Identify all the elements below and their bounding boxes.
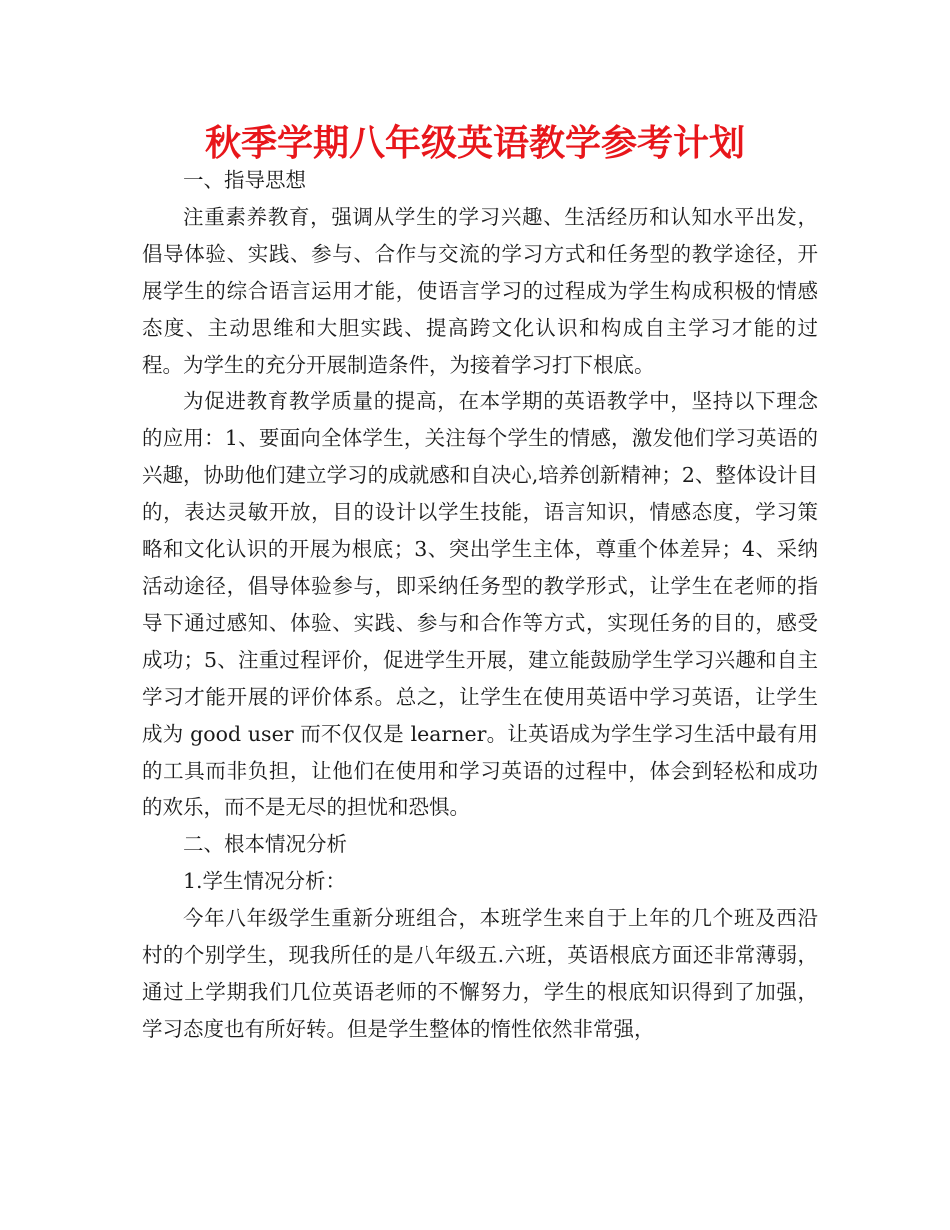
- section-heading-guiding-thought: 一、指导思想: [183, 168, 306, 192]
- section-heading-situation-analysis: 二、根本情况分析: [183, 832, 347, 857]
- document-body: [142, 162, 818, 1048]
- paragraph-student-analysis: 今年八年级学生重新分班组合，本班学生来自于上年的几个班及西沿村的个别学生，现我所任的是八年级五.六班，英语根底方面还非常薄弱，通过上学期我们几位英语老师的不懈努力，学生的根底知识得到了加强，学习态度也有所好转。但是学生整体的惰性依然非常强，: [142, 906, 818, 1041]
- paragraph-guiding-thought: 注重素养教育，强调从学生的学习兴趣、生活经历和认知水平出发，倡导体验、实践、参与、合作与交流的学习方式和任务型的教学途径，开展学生的综合语言运用才能，使语言学习的过程成为学生构成积极的情感态度、主动思维和大胆实践、提高跨文化认识和构成自主学习才能的过程。为学生的充分开展制造条件，为接着学习打下根底。: [142, 204, 818, 377]
- document-title: 秋季学期八年级英语教学参考计划: [204, 123, 745, 164]
- subsection-heading-student-analysis: 1.学生情况分析：: [183, 869, 347, 894]
- paragraph-teaching-principles: 为促进教育教学质量的提高，在本学期的英语教学中，坚持以下理念的应用：1、要面向全体学生，关注每个学生的情感，激发他们学习英语的兴趣，协助他们建立学习的成就感和自决心,培养创新精神；2、整体设计目的，表达灵敏开放，目的设计以学生技能，语言知识，情感态度，学习策略和文化认识的开展为根底；3、突出学生主体，尊重个体差异；4、采纳活动途径，倡导体验参与，即采纳任务型的教学形式，让学生在老师的指导下通过感知、体验、实践、参与和合作等方式，实现任务的目的，感受成功；5、注重过程评价，促进学生开展，建立能鼓励学生学习兴趣和自主学习才能开展的评价体系。总之，让学生在使用英语中学习英语，让学生成为 good user 而不仅仅是 learner。让英语成为学生学习生活中最有用的工具而非负担，让他们在使用和学习英语的过程中，体会到轻松和成功的欢乐，而不是无尽的担忧和恐惧。: [142, 389, 818, 820]
